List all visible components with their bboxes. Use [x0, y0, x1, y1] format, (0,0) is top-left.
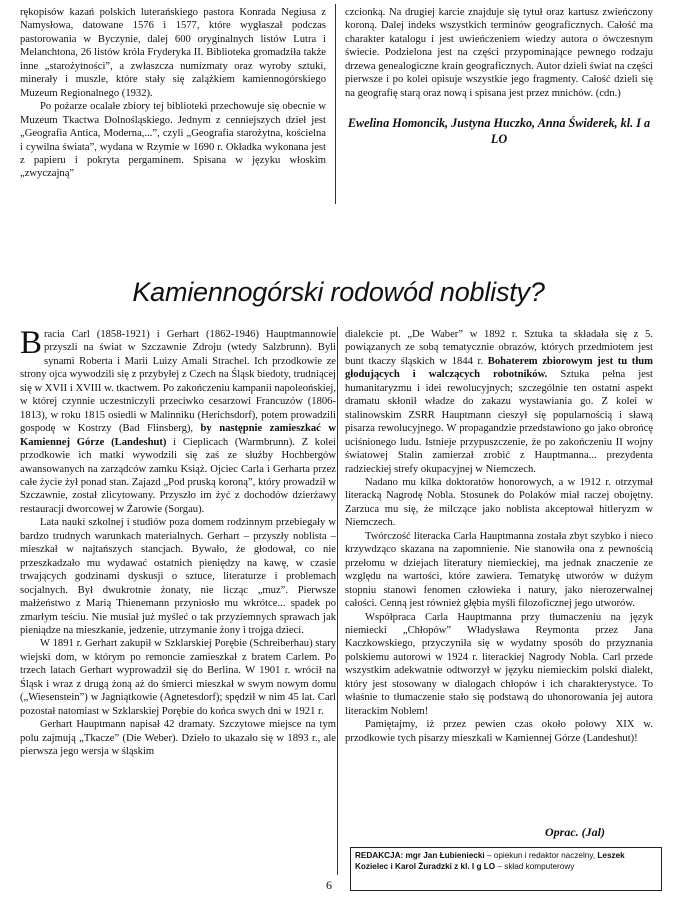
paragraph: W 1891 r. Gerhart zakupił w Szklarskiej Porębie (Schreiberhau) stary wiejski dom, w którym po remoncie zamieszkał z bratem Carlem. Po trzech latach Gerhart wyprowadził się do Berlina. W 1901 r. wrócił na Śląsk i wraz z drugą żoną aż do śmierci mieszkał w swym nowym domu („Wiesenstein”) w Jagniątkowie (Agnetesdorf); spędził w nim 45 lat. Carl pozostał natomiast w Szklarskiej Porębie do końca swych dni w 1921 r.: [20, 638, 336, 717]
article-authors: Ewelina Homoncik, Justyna Huczko, Anna Świderek, kl. I a LO: [347, 116, 651, 147]
editor-role: – opiekun i redaktor naczelny,: [484, 851, 596, 860]
article-headline: Kamiennogórski rodowód noblisty?: [132, 277, 545, 307]
paragraph: dialekcie pt. „De Waber” w 1892 r. Sztuka ta składała się z 5. powiązanych ze sobą tematycznie obrazów, których przedmiotem jest bunt tkaczy śląskich w 1844 r. Bohaterem zbiorowym jest tu tłum głodujących i walczących robotników. Sztuka pełna jest humanitaryzmu i idei rewolucyjnych; szczególnie ten ostatni aspekt dramatu skłonił władze do zakazu wystawiania go. Z kolei w stalinowskim ZSRR Hauptmann cieszył się popularnością i sławą pisarza rewolucyjnego. W propagandzie przedstawiono go jako obrońcę uciśnionego ludu. Istnieje przypuszczenie, że po zakończeniu II wojny światowej Stalin zamierzał zrobić z Hauptmanna... prezydenta radzieckiej strefy okupacyjnej w Niemczech.: [345, 329, 654, 475]
column-divider: [337, 327, 338, 875]
top-left-column: [20, 6, 326, 181]
article-attribution: Oprac. (Jal): [545, 825, 605, 839]
drop-cap: B: [20, 325, 43, 361]
paragraph: Gerhart Hauptmann napisał 42 dramaty. Szczytowe miejsce na tym polu zajmują „Tkacze” (Die Weber). Dzieło to ukazało się w 1893 r., ale pierwsza jego wersja w śląskim: [20, 719, 336, 758]
typesetters-names: Leszek Kozielec i Karol Żuradzki z kl. I g LO: [355, 851, 625, 872]
editorial-credits-box: [350, 847, 662, 891]
top-right-column: [345, 6, 653, 148]
paragraph: Twórczość literacka Carla Hauptmanna została zbyt szybko i nieco krzywdząco skazana na zapomnienie. Nie stanowiła ona z pewnością przełomu w dziejach literatury niemieckiej, ma jednak znaczenie ze względu na wartości, które zawiera. Tematykę utworów w dużym stopniu stanowi fenomen człowieka i natury, jako nierozerwalnej całości. Cenną jest również głębia myśli filozoficznej jego utworów.: [345, 530, 653, 610]
paragraph: Lata nauki szkolnej i studiów poza domem rodzinnym przebiegały w bardzo trudnych warunkach materialnych. Gerhart – przyszły noblista – mieszkał w najtańszych stancjach. Bywało, że głodował, co nie przeszkadzało mu wydawać ostatnich pieniędzy na kawę, w czasie trwających godzinami dyskusji o sztuce, literaturze i problemach socjalnych. Był dwukrotnie żonaty, nie licząc „muz”. Pierwsze małżeństwo z Marią Thienemann przyniosło mu wkrótce... spadek po zmarłym teściu. Nie musiał już myśleć o tak przyziemnych sprawach jak pieniądze na mieszkanie, jedzenie, utrzymanie żony i trojga dzieci.: [20, 517, 336, 636]
column-divider: [335, 4, 336, 204]
bottom-right-column: [345, 328, 653, 745]
page-number: 6: [326, 878, 332, 892]
paragraph: Współpraca Carla Hauptmanna przy tłumaczeniu na język niemiecki „Chłopów” Władysława Reymonta przez Jana Kaczkowskiego, przyczyniła się w wydatny sposób do przyznania polskiemu autorowi w 1924 r. literackiej Nagrody Nobla. Carl przede wszystkim adekwatnie odtworzył w języku niemieckim polski dialekt, który jest stosowany w dialogach chłopów i ich charakterystyce. To właśnie to tłumaczenie stało się podstawą do uhonorowania jej autora literackim Noblem!: [345, 611, 653, 717]
paragraph: Pamiętajmy, iż przez pewien czas około połowy XIX w. przodkowie tych pisarzy mieszkali w Kamiennej Górze (Landeshut)!: [345, 719, 653, 744]
paragraph: rękopisów kazań polskich luterańskiego pastora Konrada Negiusa z Namysłowa, datowane 1576 i 1577, które wygłaszał podczas pastorowania w Byczynie, dalej 600 oryginalnych listów Lutra i Melanchtona, 26 listów króla Fryderyka II. Biblioteka gromadziła także inne „starożytności”, a zwłaszcza numizmaty oraz wyroby sztuki, minerały i muszle, które stały się zalążkiem kamiennogórskiego Muzeum Regionalnego (1932).: [20, 7, 326, 99]
typesetters-role: – skład komputerowy: [495, 862, 575, 872]
paragraph: Po pożarze ocalałe zbiory tej biblioteki przechowuje się obecnie w Muzeum Tkactwa Dolnośląskiego. Jednym z cenniejszych dzieł jest „Geografia Antica, Moderna,...”, czyli „Geografia starożytna, kościelna i cywilna świata”, wydana w Rzymie w 1690 r. Okładka wykonana jest z papieru i pokryta pergaminem. Spisana w języku włoskim „zwyczajną”: [20, 101, 326, 180]
paragraph: Bracia Carl (1858-1921) i Gerhart (1862-1946) Hauptmannowie przyszli na świat w Szczawnie Zdroju (wtedy Salzbrunn). Byli synami Roberta i Marii Luizy Amali Strachel. Ich przodkowie ze strony ojca wywodzili się z przybyłej z Czech na Śląsk biedoty, trudniącej się w XVII i XVIII w. tkactwem. Po zakończeniu kampanii napoleońskiej, w której czynnie uczestniczyli przeciwko cesarzowi Francuzów (1806-1813), w roku 1815 osiedli w Malinniku (Herichsdorf), potem prowadzili gospodę w Kostrzy (Bad Flinsberg), by następnie zamieszkać w Kamiennej Górze (Landeshut) i Cieplicach (Warmbrunn). Z kolei przodkowie ich matki wywodzili się zaś ze służby Hochbergów awansowanych na zarządców zamku Książ. Ojciec Carla i Gerharta przez całe życie żył ponad stan. Zajazd „Pod pruską koroną”, który prowadził w Szczawnie, został zlicytowany. Przyszło im żyć z dochodów dzierżawy restauracji dworcowej w Żarowie (Sorgau).: [20, 325, 336, 515]
paragraph: czcionką. Na drugiej karcie znajduje się tytuł oraz kartusz zwieńczony koroną. Dalej indeks wszystkich terminów geograficznych. Całość ma charakter katalogu i jest uwieńczeniem wiedzy autora o ówczesnym świecie. Podzielona jest na części przypominające pewnego rodzaju drzewa genealogiczne krain geograficznych. Autor dzieli świat na części pierwsze i po kolei opisuje wszystkie jego fragmenty. Całość dzieli się na geografię starą oraz nową i spisana jest przez mnichów. (cdn.): [345, 7, 653, 99]
bottom-left-column: [20, 325, 336, 759]
paragraph: Nadano mu kilka doktoratów honorowych, a w 1912 r. otrzymał literacką Nagrodę Nobla. Stosunek do Polaków miał raczej obojętny. Zarzuca mu się, że milczące jako noblista akceptował hitleryzm w Niemczech.: [345, 476, 653, 529]
credits-label: REDAKCJA:: [355, 851, 404, 860]
editor-name: mgr Jan Łubieniecki: [405, 851, 485, 860]
